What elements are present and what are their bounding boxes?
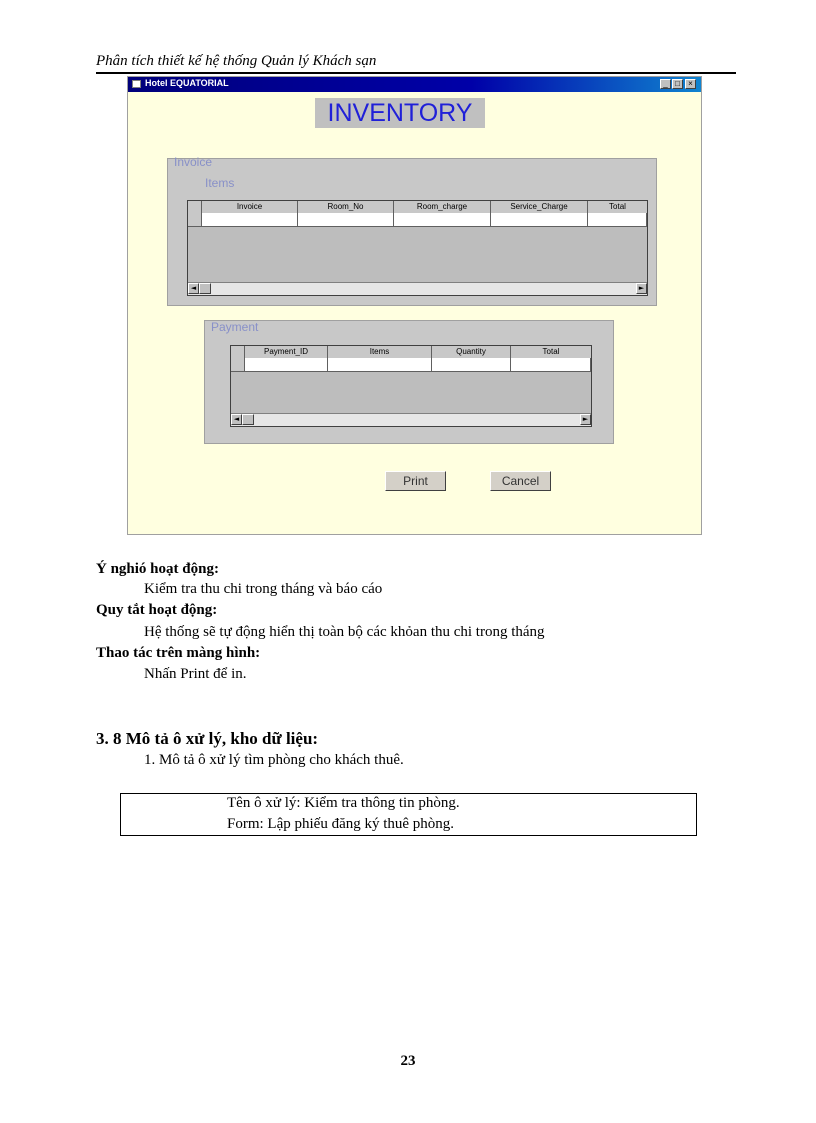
- table-row[interactable]: [188, 213, 647, 227]
- row-selector-header: [188, 201, 202, 213]
- minimize-button[interactable]: _: [660, 79, 671, 89]
- process-form: Form: Lập phiếu đăng ký thuê phòng.: [227, 816, 455, 832]
- rule-label: Quy tắt hoạt động:: [96, 602, 218, 618]
- invoice-grid[interactable]: [187, 200, 648, 296]
- row-selector-header: [231, 346, 245, 358]
- payment-grid[interactable]: [230, 345, 592, 427]
- page-number: 23: [400, 1053, 416, 1069]
- scroll-right-icon[interactable]: ►: [636, 283, 647, 294]
- invoice-frame: [167, 155, 657, 306]
- hotel-inventory-window: [127, 76, 702, 535]
- window-titlebar[interactable]: [128, 77, 701, 92]
- payment-hscrollbar[interactable]: [231, 413, 591, 426]
- payment-legend: Payment: [211, 320, 259, 334]
- row-selector[interactable]: [188, 213, 202, 226]
- meaning-label: Ý nghió hoạt động:: [96, 561, 219, 577]
- invoice-hscrollbar[interactable]: [188, 282, 647, 295]
- process-description-box: [120, 793, 697, 836]
- operation-text: Nhấn Print để in.: [144, 666, 247, 682]
- table-cell[interactable]: [432, 358, 511, 371]
- col-service-charge[interactable]: Service_Charge: [491, 201, 588, 213]
- scroll-left-icon[interactable]: ◄: [231, 414, 242, 425]
- row-selector[interactable]: [231, 358, 245, 371]
- table-cell[interactable]: [491, 213, 588, 226]
- window-title: Hotel EQUATORIAL: [145, 78, 229, 88]
- table-cell[interactable]: [245, 358, 328, 371]
- inventory-heading: INVENTORY: [315, 98, 485, 128]
- table-cell[interactable]: [328, 358, 432, 371]
- section-heading: 3. 8 Mô tả ô xử lý, kho dữ liệu:: [96, 729, 319, 748]
- close-button[interactable]: ×: [685, 79, 696, 89]
- app-icon: [132, 80, 141, 88]
- table-row[interactable]: [231, 358, 591, 372]
- table-cell[interactable]: [202, 213, 298, 226]
- maximize-button[interactable]: □: [672, 79, 683, 89]
- table-cell[interactable]: [298, 213, 394, 226]
- col-items[interactable]: Items: [328, 346, 432, 358]
- table-cell[interactable]: [511, 358, 591, 371]
- list-item: 1. Mô tả ô xử lý tìm phòng cho khách thuê.: [144, 752, 404, 768]
- col-invoice[interactable]: Invoice: [202, 201, 298, 213]
- payment-frame: [204, 320, 614, 444]
- items-label: Items: [205, 176, 235, 190]
- meaning-text: Kiểm tra thu chi trong tháng và báo cáo: [144, 581, 383, 597]
- scroll-right-icon[interactable]: ►: [580, 414, 591, 425]
- scroll-thumb[interactable]: [242, 414, 254, 425]
- header-rule: [96, 72, 736, 74]
- col-room-charge[interactable]: Room_charge: [394, 201, 491, 213]
- col-total[interactable]: Total: [609, 202, 626, 211]
- col-quantity[interactable]: Quantity: [432, 346, 511, 358]
- cancel-button[interactable]: Cancel: [490, 471, 551, 491]
- col-total[interactable]: Total: [542, 347, 560, 356]
- table-cell[interactable]: [394, 213, 491, 226]
- scroll-left-icon[interactable]: ◄: [188, 283, 199, 294]
- rule-text: Hệ thống sẽ tự động hiển thị toàn bộ các khỏan thu chi trong tháng: [144, 624, 545, 640]
- table-cell[interactable]: [588, 213, 647, 226]
- print-button[interactable]: Print: [385, 471, 446, 491]
- col-payment-id[interactable]: Payment_ID: [245, 346, 328, 358]
- process-name: Tên ô xử lý: Kiểm tra thông tin phòng.: [227, 795, 460, 811]
- invoice-legend: Invoice: [174, 155, 213, 169]
- col-room-no[interactable]: Room_No: [298, 201, 394, 213]
- document-header: Phân tích thiết kế hệ thống Quản lý Khách sạn: [96, 53, 377, 69]
- scroll-thumb[interactable]: [199, 283, 211, 294]
- operation-label: Thao tác trên màng hình:: [96, 645, 261, 661]
